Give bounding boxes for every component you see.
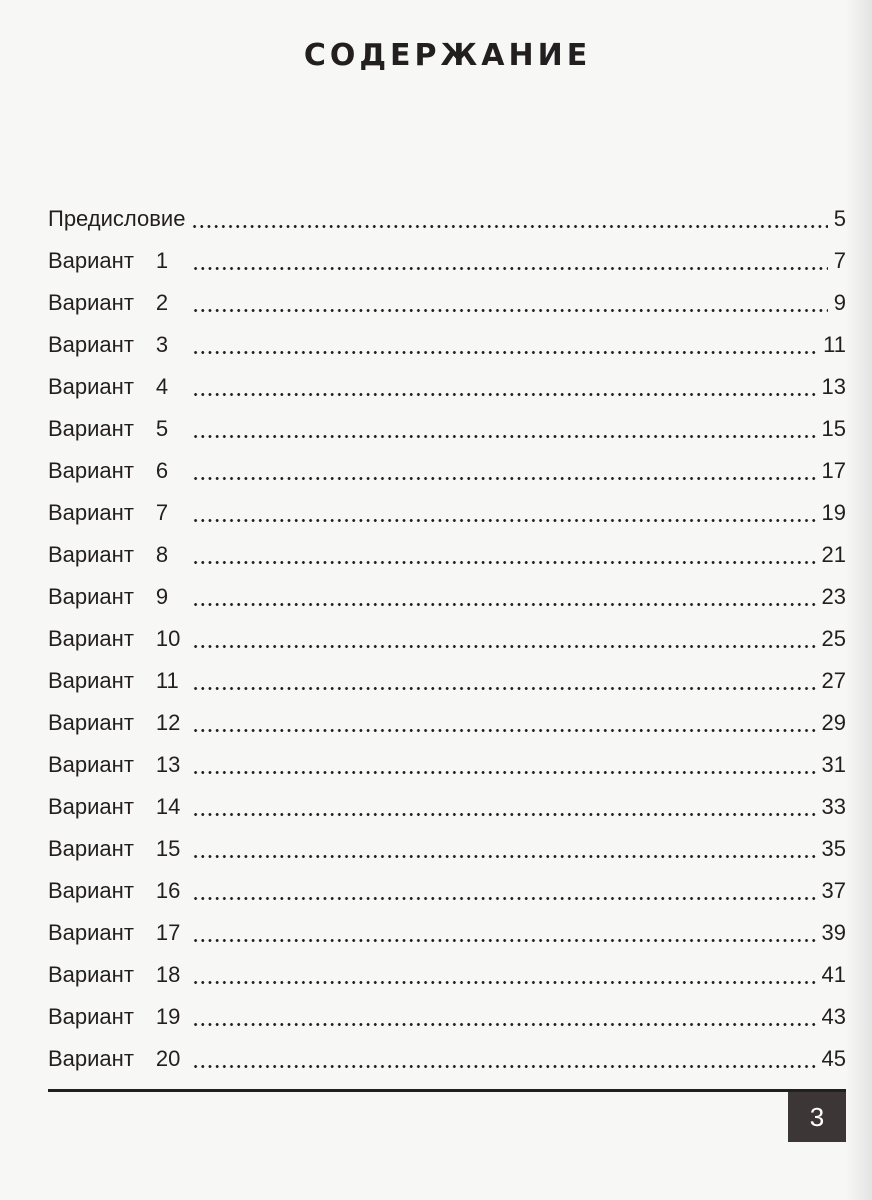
toc-entry-label: Вариант — [48, 458, 134, 483]
toc-entry-number: 18 — [155, 962, 181, 987]
toc-entry-number: 8 — [155, 542, 169, 567]
toc-entry-label: Вариант — [48, 710, 134, 735]
page-title: СОДЕРЖАНИЕ — [303, 38, 592, 73]
toc-entry-variant[interactable] — [48, 240, 846, 282]
toc-entry-number: 16 — [155, 878, 181, 903]
dot-leader — [192, 897, 816, 900]
toc-entry-number: 17 — [155, 920, 181, 945]
toc-entry-variant[interactable] — [48, 366, 846, 408]
toc-entry-label: Вариант — [48, 542, 134, 567]
toc-entry-number: 5 — [155, 416, 169, 441]
toc-entry-number: 7 — [155, 500, 169, 525]
page-edge-shadow — [846, 0, 872, 1200]
toc-entry-page: 33 — [821, 794, 846, 819]
dot-leader — [192, 939, 816, 942]
toc-entry-page: 39 — [821, 920, 846, 945]
toc-entry-variant[interactable] — [48, 450, 846, 492]
dot-leader — [192, 855, 816, 858]
dot-leader — [192, 309, 828, 312]
toc-entry-label: Вариант — [48, 416, 134, 441]
toc-entry-page: 45 — [821, 1046, 846, 1071]
toc-entry-variant[interactable] — [48, 702, 846, 744]
toc-entry-variant[interactable] — [48, 912, 846, 954]
toc-entry-preface[interactable] — [48, 198, 846, 240]
toc-entry-label: Вариант — [48, 1004, 134, 1029]
dot-leader — [191, 225, 827, 228]
toc-entry-page: 27 — [821, 668, 846, 693]
toc-entry-label: Вариант — [48, 248, 134, 273]
toc-entry-number: 4 — [155, 374, 169, 399]
toc-entry-variant[interactable] — [48, 282, 846, 324]
toc-entry-number: 12 — [155, 710, 181, 735]
toc-entry-label: Вариант — [48, 290, 134, 315]
toc-entry-page: 29 — [821, 710, 846, 735]
toc-entry-label: Вариант — [48, 1046, 134, 1071]
dot-leader — [192, 687, 816, 690]
toc-entry-number: 9 — [155, 584, 169, 609]
toc-entry-variant[interactable] — [48, 576, 846, 618]
dot-leader — [192, 1065, 816, 1068]
toc-entry-label: Предисловие — [48, 206, 186, 231]
toc-entry-label: Вариант — [48, 374, 134, 399]
dot-leader — [192, 561, 816, 564]
dot-leader — [192, 351, 817, 354]
toc-entry-page: 21 — [821, 542, 846, 567]
toc-entry-number: 14 — [155, 794, 181, 819]
toc-entry-label: Вариант — [48, 836, 134, 861]
page-number: 3 — [809, 1101, 825, 1132]
toc-entry-page: 7 — [833, 248, 846, 273]
toc-entry-number: 6 — [155, 458, 169, 483]
toc-entry-number: 20 — [155, 1046, 181, 1071]
toc-entry-page: 41 — [821, 962, 846, 987]
toc-entry-label: Вариант — [48, 584, 134, 609]
toc-entry-variant[interactable] — [48, 534, 846, 576]
toc-entry-variant[interactable] — [48, 786, 846, 828]
toc-entry-variant[interactable] — [48, 870, 846, 912]
dot-leader — [192, 981, 816, 984]
toc-entry-variant[interactable] — [48, 660, 846, 702]
toc-entry-page: 9 — [833, 290, 846, 315]
toc-entry-number: 2 — [155, 290, 169, 315]
toc-entry-variant[interactable] — [48, 744, 846, 786]
toc-entry-page: 17 — [821, 458, 846, 483]
toc-entry-number: 15 — [155, 836, 181, 861]
toc-entry-number: 11 — [155, 668, 179, 693]
toc-entry-label: Вариант — [48, 920, 134, 945]
toc-entry-page: 25 — [821, 626, 846, 651]
toc-entry-number: 19 — [155, 1004, 181, 1029]
variant-list — [48, 240, 846, 1080]
toc-entry-page: 37 — [821, 878, 846, 903]
toc-entry-variant[interactable] — [48, 1038, 846, 1080]
toc-entry-page: 19 — [821, 500, 846, 525]
dot-leader — [192, 771, 816, 774]
toc-entry-label: Вариант — [48, 626, 134, 651]
dot-leader — [192, 519, 816, 522]
toc-entry-number: 3 — [155, 332, 169, 357]
toc-entry-label: Вариант — [48, 962, 134, 987]
toc-entry-page: 5 — [833, 206, 846, 231]
dot-leader — [192, 603, 816, 606]
toc-entry-page: 23 — [821, 584, 846, 609]
toc-entry-page: 15 — [821, 416, 846, 441]
toc-entry-label: Вариант — [48, 668, 134, 693]
toc-entry-label: Вариант — [48, 752, 134, 777]
toc-entry-page: 43 — [821, 1004, 846, 1029]
dot-leader — [192, 393, 816, 396]
toc-entry-variant[interactable] — [48, 954, 846, 996]
dot-leader — [192, 477, 816, 480]
toc-entry-variant[interactable] — [48, 324, 846, 366]
dot-leader — [192, 813, 816, 816]
toc-entry-label: Вариант — [48, 332, 134, 357]
dot-leader — [192, 435, 816, 438]
dot-leader — [192, 1023, 816, 1026]
toc-entry-number: 10 — [155, 626, 181, 651]
toc-entry-label: Вариант — [48, 500, 134, 525]
dot-leader — [192, 267, 828, 270]
toc-entry-variant[interactable] — [48, 996, 846, 1038]
toc-entry-variant[interactable] — [48, 408, 846, 450]
toc-entry-variant[interactable] — [48, 618, 846, 660]
footer-rule — [48, 1089, 846, 1092]
toc-entry-page: 31 — [821, 752, 846, 777]
toc-entry-variant[interactable] — [48, 828, 846, 870]
toc-entry-label: Вариант — [48, 794, 134, 819]
page-number-box — [788, 1092, 846, 1142]
toc-entry-page: 35 — [821, 836, 846, 861]
table-of-contents — [48, 198, 846, 1080]
toc-entry-variant[interactable] — [48, 492, 846, 534]
toc-entry-page: 13 — [821, 374, 846, 399]
toc-entry-number: 13 — [155, 752, 181, 777]
toc-entry-page: 11 — [823, 332, 846, 357]
toc-entry-number: 1 — [155, 248, 169, 273]
dot-leader — [192, 729, 816, 732]
toc-entry-label: Вариант — [48, 878, 134, 903]
dot-leader — [192, 645, 816, 648]
